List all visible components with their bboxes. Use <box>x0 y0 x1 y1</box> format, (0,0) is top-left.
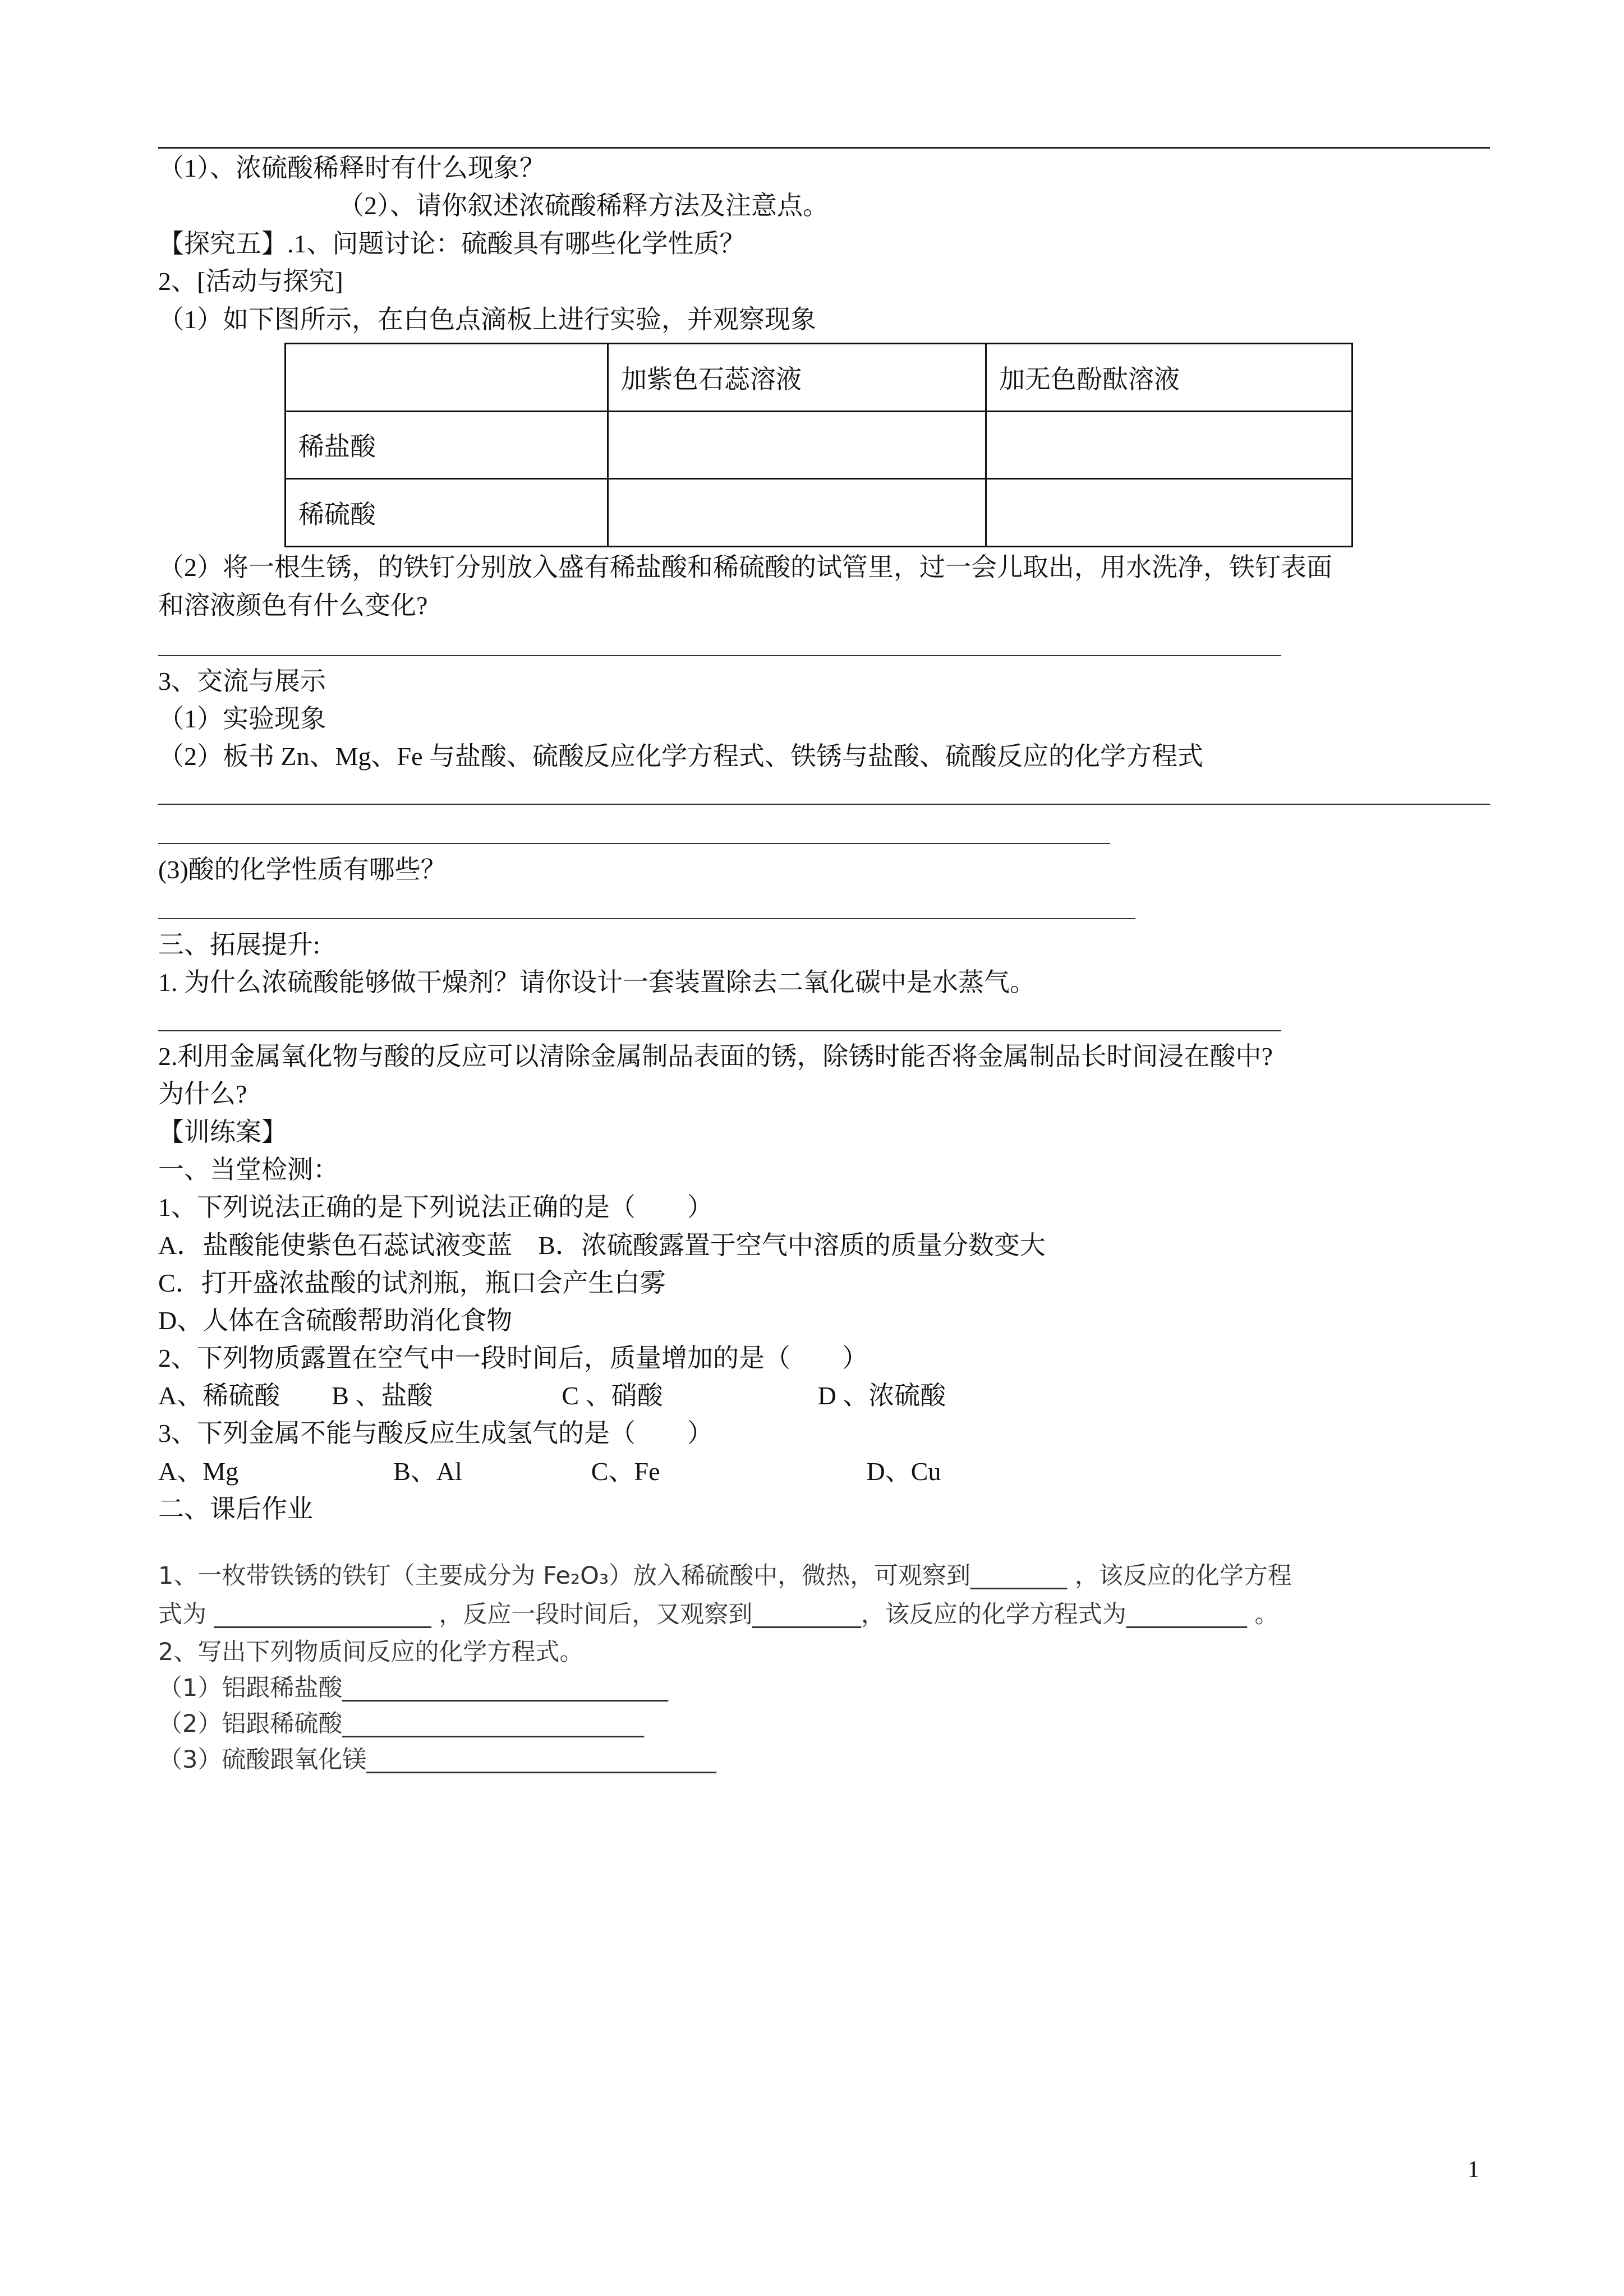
page-number: 1 <box>1467 2157 1479 2183</box>
table-header-cell <box>286 344 608 412</box>
mc-question-1-options-ab: A．盐酸能使紫色石蕊试液变蓝 B．浓硫酸露置于空气中溶质的质量分数变大 <box>158 1231 1046 1260</box>
exchange-item-3: (3)酸的化学性质有哪些？ <box>158 855 447 884</box>
mc-question-2: 2、下列物质露置在空气中一段时间后，质量增加的是（ ） <box>158 1344 868 1372</box>
homework-line-5: （2）铝跟稀硫酸_________________________ <box>158 1710 644 1738</box>
homework-line-4: （1）铝跟稀盐酸___________________________ <box>158 1674 668 1702</box>
training-heading: 【训练案】 <box>158 1118 287 1146</box>
indicator-table <box>284 343 1353 547</box>
mc-question-1-option-c: C．打开盛浓盐酸的试剂瓶，瓶口会产生白雾 <box>158 1269 666 1297</box>
table-header-cell: 加无色酚酞溶液 <box>986 344 1352 412</box>
table-row <box>286 344 1352 412</box>
header-rule <box>158 147 1490 149</box>
extend-question-2-line1: 2.利用金属氧化物与酸的反应可以清除金属制品表面的锈，除锈时能否将金属制品长时间浸在酸中? <box>158 1042 1273 1071</box>
table-cell: 稀硫酸 <box>286 479 608 547</box>
homework-line-3: 2、写出下列物质间反应的化学方程式。 <box>158 1638 584 1666</box>
extend-question-1: 1. 为什么浓硫酸能够做干燥剂？请你设计一套装置除去二氧化碳中是水蒸气。 <box>158 968 1036 997</box>
in-class-test-heading: 一、当堂检测： <box>158 1155 339 1184</box>
table-cell <box>608 479 986 547</box>
table-cell <box>986 479 1352 547</box>
homework-line-6: （3）硫酸跟氧化镁_____________________________ <box>158 1746 716 1774</box>
experiment-step-2-line2: 和溶液颜色有什么变化? <box>158 591 428 620</box>
activity-heading: 2、[活动与探究] <box>158 267 343 296</box>
mc-question-1: 1、下列说法正确的是下列说法正确的是（ ） <box>158 1193 713 1221</box>
table-header-cell: 加紫色石蕊溶液 <box>608 344 986 412</box>
answer-line <box>158 804 1490 805</box>
answer-line <box>158 843 1110 844</box>
homework-heading: 二、课后作业 <box>158 1495 313 1523</box>
table-row <box>286 479 1352 547</box>
extend-heading: 三、拓展提升: <box>158 930 320 959</box>
table-cell: 稀盐酸 <box>286 411 608 479</box>
homework-line-2: 式为 __________________ ，反应一段时间后，又观察到_________，该反应的化学方程式为__________ 。 <box>158 1601 1279 1629</box>
table-cell <box>608 411 986 479</box>
mc-question-3-options: A、Mg B、Al C、Fe D、Cu <box>158 1457 941 1486</box>
answer-line <box>158 1030 1281 1031</box>
mc-question-3: 3、下列金属不能与酸反应生成氢气的是（ ） <box>158 1419 713 1447</box>
table-row <box>286 411 1352 479</box>
table-cell <box>986 411 1352 479</box>
explore-five-heading: 【探究五】.1、问题讨论：硫酸具有哪些化学性质？ <box>158 229 746 258</box>
exchange-item-2: （2）板书 Zn、Mg、Fe 与盐酸、硫酸反应化学方程式、铁锈与盐酸、硫酸反应的化学方程式 <box>158 742 1203 771</box>
exchange-heading: 3、交流与展示 <box>158 667 326 695</box>
question-dilution-phenomenon: （1）、浓硫酸稀释时有什么现象？ <box>158 154 545 182</box>
exchange-item-1: （1）实验现象 <box>158 704 326 733</box>
experiment-step-1: （1）如下图所示，在白色点滴板上进行实验，并观察现象 <box>158 305 816 334</box>
extend-question-2-line2: 为什么? <box>158 1080 247 1108</box>
answer-line <box>158 655 1281 656</box>
answer-line <box>158 918 1135 919</box>
mc-question-1-option-d: D、人体在含硫酸帮助消化食物 <box>158 1306 513 1335</box>
homework-line-1: 1、一枚带铁锈的铁钉（主要成分为 Fe₂O₃）放入稀硫酸中，微热，可观察到________ ，该反应的化学方程 <box>158 1562 1292 1590</box>
mc-question-2-options: A、稀硫酸 B 、盐酸 C 、硝酸 D 、浓硫酸 <box>158 1381 946 1410</box>
experiment-step-2-line1: （2）将一根生锈，的铁钉分别放入盛有稀盐酸和稀硫酸的试管里，过一会儿取出，用水洗净，铁钉表面 <box>158 553 1332 582</box>
question-dilution-method: （2）、请你叙述浓硫酸稀释方法及注意点。 <box>338 191 829 220</box>
